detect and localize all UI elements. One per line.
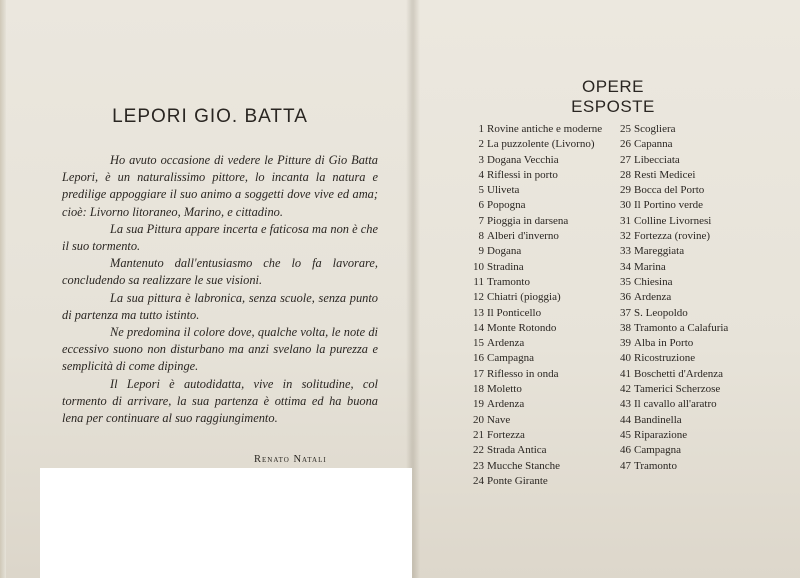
work-item (617, 183, 797, 198)
work-title: Riparazione (634, 428, 688, 441)
work-number: 19 (473, 398, 484, 411)
work-number: 28 (620, 168, 631, 181)
work-number: 36 (620, 291, 631, 304)
work-title: Ardenza (487, 398, 525, 411)
work-number: 6 (478, 199, 484, 212)
work-number: 32 (620, 230, 631, 243)
work-number: 14 (473, 321, 484, 334)
work-title: Il Ponticello (487, 306, 542, 319)
paragraph: Il Lepori è autodidatta, vive in solitudine, col tormento di arrivare, la sua partenza è ottima ed ha buona lena per continuare al suo raggiungimento. (62, 376, 378, 426)
work-item (617, 459, 797, 474)
work-item (617, 168, 797, 183)
work-item (470, 153, 620, 168)
work-item (617, 153, 797, 168)
work-item (470, 474, 620, 489)
work-number: 2 (478, 138, 484, 151)
work-title: Mareggiata (634, 245, 685, 258)
work-number: 39 (620, 337, 631, 350)
work-number: 9 (478, 245, 484, 258)
page-edge (0, 0, 6, 578)
work-title: Moletto (487, 383, 522, 396)
work-number: 18 (473, 383, 484, 396)
work-title: Capanna (634, 138, 673, 151)
work-number: 37 (620, 306, 631, 319)
work-number: 34 (620, 260, 631, 273)
paragraph: La sua Pittura appare incerta e faticosa ma non è che il suo tormento. (62, 221, 378, 254)
work-item (470, 351, 620, 366)
work-title: Tramonto (634, 459, 677, 472)
work-title: Uliveta (487, 184, 520, 197)
work-item (470, 397, 620, 412)
work-item (617, 122, 797, 137)
work-title: S. Leopoldo (634, 306, 688, 319)
work-title: Alba in Porto (634, 337, 694, 350)
paragraph: La sua pittura è labronica, senza scuole, senza punto di partenza ma tutto istinto. (62, 290, 378, 322)
work-item (470, 214, 620, 229)
work-number: 38 (620, 321, 631, 334)
work-item (470, 413, 620, 428)
work-number: 25 (620, 123, 631, 135)
work-title: Dogana (487, 245, 522, 258)
work-title: Il cavallo all'aratro (634, 398, 717, 411)
work-title: Chiesina (634, 275, 673, 288)
work-title: Campagna (487, 352, 535, 365)
work-number: 47 (620, 459, 631, 472)
work-number: 31 (620, 214, 631, 227)
work-number: 7 (478, 214, 484, 227)
work-title: Bandinella (634, 413, 682, 426)
work-title: Fortezza (rovine) (634, 230, 711, 243)
work-item (617, 397, 797, 412)
work-item (470, 198, 620, 213)
work-title: Tramonto a Calafuria (634, 321, 729, 334)
work-title: Pioggia in darsena (487, 214, 569, 227)
work-number: 17 (473, 367, 484, 380)
work-item (470, 321, 620, 336)
work-item (470, 336, 620, 351)
work-item (617, 367, 797, 382)
work-title: Riflessi in porto (487, 168, 558, 181)
work-title: Tramonto (487, 275, 530, 288)
work-item (470, 428, 620, 443)
work-title: Nave (487, 413, 511, 426)
artist-title: LEPORI GIO. BATTA (112, 106, 308, 127)
work-number: 4 (478, 168, 484, 181)
work-title: Scogliera (634, 123, 676, 135)
paragraph: Mantenuto dall'entusiasmo che lo fa lavorare, concludendo sa realizzare le sue visioni. (62, 256, 378, 288)
work-title: Colline Livornesi (634, 214, 712, 227)
work-title: Libecciata (634, 153, 680, 166)
work-item (617, 137, 797, 152)
work-number: 22 (473, 444, 484, 457)
work-number: 27 (620, 153, 631, 166)
work-number: 16 (473, 352, 484, 365)
work-title: Monte Rotondo (487, 321, 557, 334)
work-title: Resti Medicei (634, 168, 696, 181)
work-number: 24 (473, 474, 484, 487)
work-title: Strada Antica (487, 444, 547, 457)
work-number: 13 (473, 306, 484, 319)
work-title: Ardenza (634, 291, 672, 304)
work-number: 46 (620, 444, 631, 457)
work-number: 33 (620, 245, 631, 258)
work-item (617, 260, 797, 275)
work-number: 35 (620, 275, 631, 288)
work-item (470, 306, 620, 321)
work-number: 29 (620, 184, 631, 197)
works-list-column-2 (617, 122, 797, 474)
work-title: Riflesso in onda (487, 367, 559, 380)
work-number: 41 (620, 367, 631, 380)
work-item (470, 244, 620, 259)
work-title: Alberi d'inverno (487, 230, 559, 243)
work-number: 15 (473, 337, 484, 350)
work-item (470, 168, 620, 183)
work-item (617, 244, 797, 259)
work-title: Mucche Stanche (487, 459, 560, 472)
blank-redaction-area (40, 468, 412, 578)
work-title: Stradina (487, 260, 524, 273)
work-item (617, 382, 797, 397)
work-number: 21 (473, 428, 484, 441)
work-number: 11 (473, 275, 484, 288)
work-number: 3 (478, 153, 484, 166)
work-number: 45 (620, 428, 631, 441)
work-item (617, 336, 797, 351)
work-number: 1 (478, 123, 484, 135)
work-number: 5 (478, 184, 484, 197)
work-item (470, 122, 620, 137)
work-item (617, 428, 797, 443)
work-title: Ricostruzione (634, 352, 696, 365)
work-item (617, 306, 797, 321)
work-title: La puzzolente (Livorno) (487, 138, 595, 151)
work-title: Il Portino verde (634, 199, 704, 212)
work-title: Boschetti d'Ardenza (634, 367, 724, 380)
work-title: Bocca del Porto (634, 184, 705, 197)
work-title: Popogna (487, 199, 526, 212)
work-title: Marina (634, 260, 666, 273)
work-item (617, 443, 797, 458)
work-item (470, 367, 620, 382)
paragraph: Ne predomina il colore dove, qualche volta, le note di eccessivo suono non disturbano ma anzi svelano la purezza e semplicità di come dipinge. (62, 325, 378, 374)
work-item (470, 275, 620, 290)
work-number: 30 (620, 199, 631, 212)
work-item (470, 443, 620, 458)
work-item (470, 183, 620, 198)
work-title: Campagna (634, 444, 682, 457)
work-item (617, 275, 797, 290)
work-title: Tamerici Scherzose (634, 383, 721, 396)
work-number: 42 (620, 383, 631, 396)
work-number: 20 (473, 413, 484, 426)
work-title: Chiatri (pioggia) (487, 291, 561, 304)
author-signature: Renato Natali (254, 454, 327, 465)
work-item (617, 351, 797, 366)
works-list-column-1 (470, 122, 620, 489)
work-number: 43 (620, 398, 631, 411)
work-title: Rovine antiche e moderne (487, 123, 603, 135)
works-list-title: OPERE ESPOSTE (571, 77, 655, 116)
work-number: 10 (473, 260, 484, 273)
work-item (470, 260, 620, 275)
work-item (470, 137, 620, 152)
work-item (617, 290, 797, 305)
work-number: 12 (473, 291, 484, 304)
work-item (617, 413, 797, 428)
work-item (470, 382, 620, 397)
work-item (470, 290, 620, 305)
work-title: Fortezza (487, 428, 525, 441)
work-number: 44 (620, 413, 631, 426)
critique-text (62, 152, 378, 427)
work-title: Ardenza (487, 337, 525, 350)
work-item (617, 198, 797, 213)
work-number: 23 (473, 459, 484, 472)
work-number: 40 (620, 352, 631, 365)
work-number: 26 (620, 138, 631, 151)
work-item (617, 229, 797, 244)
work-item (470, 229, 620, 244)
paragraph: Ho avuto occasione di vedere le Pitture di Gio Batta Lepori, è un naturalissimo pittore, lo incanta la natura e predilige appoggiare il suo animo a soggetti dove vive ed ama; cioè: Livorno litoraneo, Marino, e cittadino. (62, 153, 378, 219)
work-item (617, 321, 797, 336)
work-item (470, 459, 620, 474)
work-number: 8 (478, 230, 484, 243)
work-item (617, 214, 797, 229)
work-title: Dogana Vecchia (487, 153, 559, 166)
work-title: Ponte Girante (487, 474, 548, 487)
